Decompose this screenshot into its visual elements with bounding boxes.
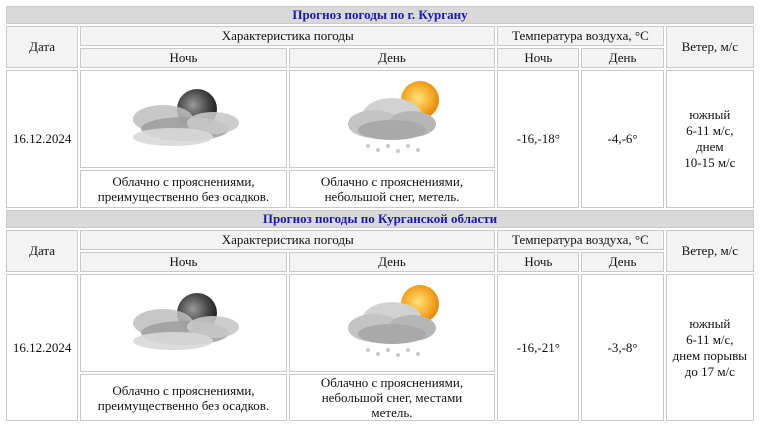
wind-speed: 6-11 м/с, [686,331,734,347]
temp-day-value: -4,-6° [581,70,663,208]
day-desc-line: небольшой снег, метель. [324,189,460,204]
forecast-date: 16.12.2024 [6,274,78,421]
night-icon-cell [80,274,287,372]
wind-value [666,274,754,421]
wind-direction: южный [689,107,731,122]
day-icon-cell [289,274,496,372]
wind-speed: 6-11 м/с, [686,123,734,138]
temperature-header: Температура воздуха, °C [497,230,663,250]
day-desc-line: Облачно с прояснениями, [320,375,464,390]
temp-night-value: -16,-18° [497,70,579,208]
night-desc-line: преимущественно без осадков. [97,397,270,413]
day-desc-line: Облачно с прояснениями, [320,174,464,189]
day-description [289,374,496,421]
sun-cloud-snow-icon [322,76,462,162]
temperature-header: Температура воздуха, °C [497,26,663,46]
day-desc-line: небольшой снег, местами [321,390,463,405]
day-subheader: День [289,252,496,272]
wind-value [666,70,754,208]
forecast-container [4,4,756,423]
temp-day-value: -3,-8° [581,274,663,421]
sun-cloud-snow-icon [322,280,462,366]
temp-day-subheader: День [581,48,663,68]
night-subheader: Ночь [80,252,287,272]
day-icon-cell [289,70,496,168]
temp-night-value: -16,-21° [497,274,579,421]
moon-clouds-icon [113,79,253,159]
wind-day-speed: 10-15 м/с [684,155,736,170]
temp-night-subheader: Ночь [497,48,579,68]
region-forecast-title: Прогноз погоды по Курганской области [6,210,754,228]
temp-day-subheader: День [581,252,663,272]
moon-clouds-icon [113,283,253,363]
forecast-date: 16.12.2024 [6,70,78,208]
wind-day-speed: до 17 м/с [684,363,735,379]
night-desc-line: Облачно с прояснениями, [112,382,255,398]
forecast-table [4,4,756,423]
city-forecast-title: Прогноз погоды по г. Кургану [6,6,754,24]
night-desc-line: Облачно с прояснениями, [112,174,255,189]
wind-header: Ветер, м/с [666,26,754,68]
night-desc-line: преимущественно без осадков. [97,189,270,204]
characteristic-header: Характеристика погоды [80,230,495,250]
wind-day-label: днем [696,139,724,154]
night-description [80,170,287,208]
night-icon-cell [80,70,287,168]
night-description [80,374,287,421]
wind-day-label: днем порывы [672,347,748,363]
wind-header: Ветер, м/с [666,230,754,272]
day-desc-line: метель. [371,405,413,420]
wind-direction: южный [689,315,731,331]
date-header: Дата [6,26,78,68]
night-subheader: Ночь [80,48,287,68]
day-subheader: День [289,48,496,68]
day-description [289,170,496,208]
characteristic-header: Характеристика погоды [80,26,495,46]
temp-night-subheader: Ночь [497,252,579,272]
date-header: Дата [6,230,78,272]
